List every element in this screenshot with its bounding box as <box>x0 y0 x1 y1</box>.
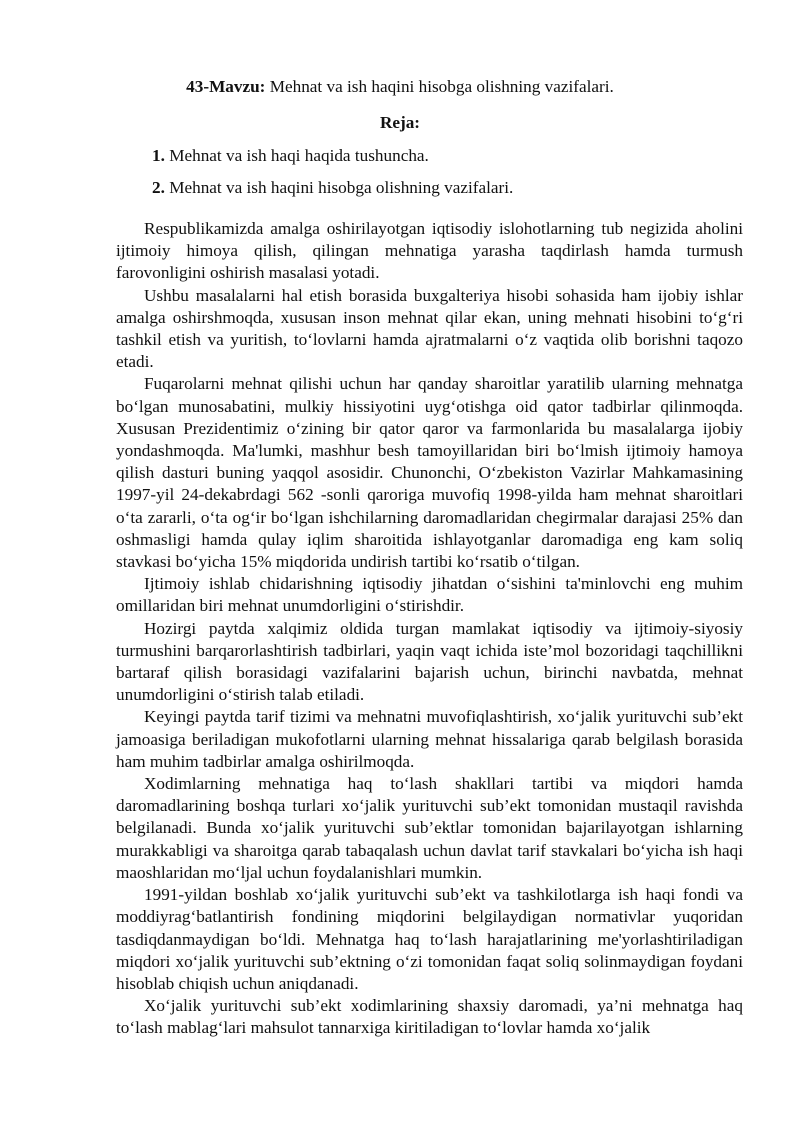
paragraph: Hozirgi paytda xalqimiz oldida turgan mamlakat iqtisodiy va ijtimoiy-siyosiy turmushini barqarorlashtirish tadbirlari, yaqin vaqt ichida iste’mol bozoridagi taqchillikni bartaraf qilish borasidagi vazifalarini bajarish uchun, birinchi navbatda, mehnat unumdorligini o‘stirish talab etiladi. <box>116 618 743 705</box>
paragraph: 1991-yildan boshlab xo‘jalik yurituvchi sub’ekt va tashkilotlarga ish haqi fondi va moddiyrag‘batlantirish fondining miqdorini belgilaydigan normativlar yuqoridan tasdiqdanmaydigan bo‘ldi. Mehnatga haq to‘lash harajatlarining me'yorlashtiriladigan miqdori xo‘jalik yurituvchi sub’ektning o‘zi tomonidan faqat soliq solinmaydigan foydani hisoblab chiqish uchun aniqdanadi. <box>116 885 743 993</box>
body-text <box>116 218 743 1040</box>
plan-item-text: Mehnat va ish haqini hisobga olishning vazifalari. <box>164 178 514 197</box>
topic-number: 43-Mavzu: <box>186 77 266 96</box>
paragraph: Respublikamizda amalga oshirilayotgan iqtisodiy islohotlarning tub negizida aholini ijtimoiy himoya qilish, qilingan mehnatiga yarasha taqdirlash hamda turmush farovonligini oshirish masalasi yotadi. <box>116 219 743 283</box>
plan-item-number: 1. <box>152 146 165 165</box>
plan-item-number: 2. <box>152 178 165 197</box>
paragraph: Fuqarolarni mehnat qilishi uchun har qanday sharoitlar yaratilib ularning mehnatga bo‘lgan munosabatini, mulkiy hissiyotini uyg‘otishga oid qator tadbirlar qilinmoqda. Xususan Prezidentimiz o‘zining bir qator qaror va farmonlarida bu masalalarga ijobiy yondashmoqda. Ma'lumki, mashhur besh tamoyillaridan biri bo‘lmish ijtimoiy hamoya qilish dasturi buning yaqqol asosidir. Chunonchi, O‘zbekiston Vazirlar Mahkamasining 1997-yil 24-dekabrdagi 562 -sonli qaroriga muvofiq 1998-yilda ham mehnat sharoitlari o‘ta zararli, o‘ta og‘ir bo‘lgan ishchilarning daromadlaridan chegirmalar darajasi 25% dan oshmasligi hamda qulay iqlim sharoitida ishlayotganlar daromadiga eng kam soliq stavkasi bo‘yicha 15% miqdorida undirish tartibi ko‘rsatib o‘tilgan. <box>116 374 743 572</box>
plan-item <box>152 177 513 199</box>
paragraph: Xodimlarning mehnatiga haq to‘lash shakllari tartibi va miqdori hamda daromadlarining boshqa turlari xo‘jalik yurituvchi sub’ekt tomonidan mustaqil ravishda belgilanadi. Bunda xo‘jalik yurituvchi sub’ektlar tomonidan bajarilayotgan ishlarning murakkabligi va sharoitga qarab tabaqalash uchun davlat tarif stavkalari bo‘yicha ish haqi maoshlaridan mo‘ljal uchun foydalanishlari mumkin. <box>116 774 743 882</box>
paragraph: Ijtimoiy ishlab chidarishning iqtisodiy jihatdan o‘sishini ta'minlovchi eng muhim omillaridan biri mehnat unumdorligini o‘stirishdir. <box>116 574 743 616</box>
plan-item <box>152 145 429 167</box>
plan-heading: Reja: <box>379 113 421 132</box>
topic-title <box>0 76 800 98</box>
paragraph: Ushbu masalalarni hal etish borasida buxgalteriya hisobi sohasida ham ijobiy ishlar amalga oshirshmoqda, xususan inson mehnat qilar ekan, uning mehnati hisobini to‘g‘ri tashkil etish va yuritish, to‘lovlarni hamda ajratmalarni o‘z vaqtida olib borishni taqozo etadi. <box>116 285 743 372</box>
plan-item-text: Mehnat va ish haqi haqida tushuncha. <box>164 146 429 165</box>
paragraph: Keyingi paytda tarif tizimi va mehnatni muvofiqlashtirish, xo‘jalik yurituvchi sub’ekt jamoasiga beriladigan mukofotlarni ularning mehnat hissalariga qarab belgilash borasida ham muhim tadbirlar amalga oshirilmoqda. <box>116 707 743 771</box>
paragraph: Xo‘jalik yurituvchi sub’ekt xodimlarining shaxsiy daromadi, ya’ni mehnatga haq to‘lash mablag‘lari mahsulot tannarxiga kiritiladigan to‘lovlar hamda xo‘jalik <box>116 996 743 1038</box>
topic-title-text: Mehnat va ish haqini hisobga olishning vazifalari. <box>265 77 614 96</box>
